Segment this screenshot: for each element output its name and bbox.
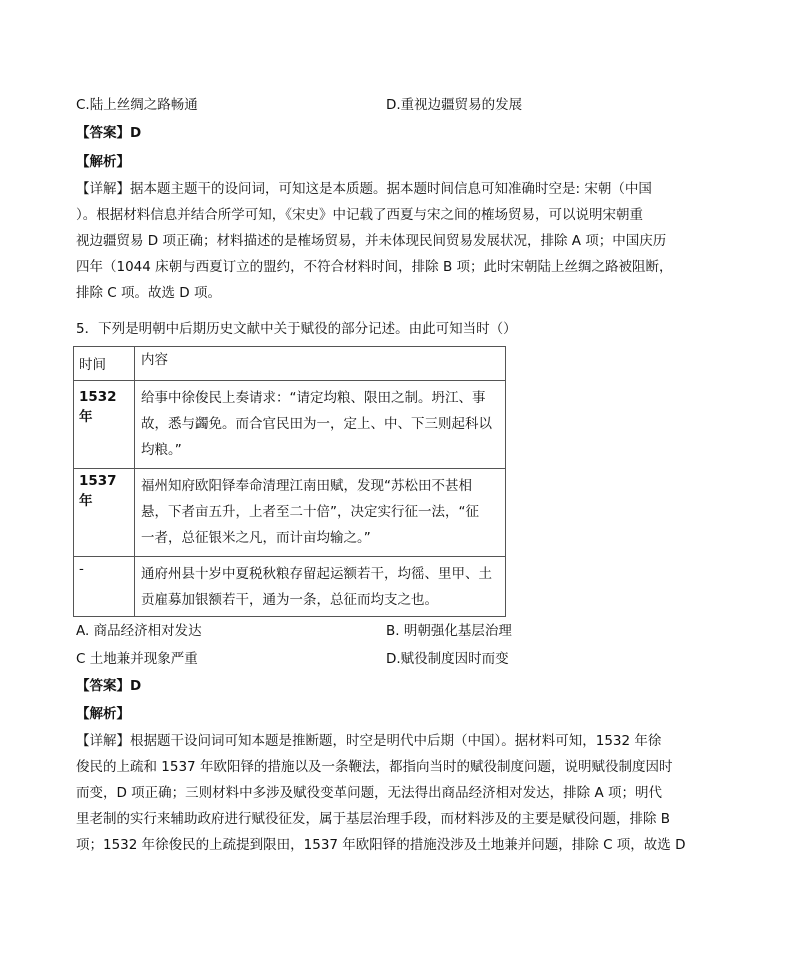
q5-explanation-line: 俊民的上疏和 1537 年欧阳铎的措施以及一条鞭法，都指向当时的赋役制度问题，说明赋役制度因时	[76, 759, 673, 775]
option-c-top: C.陆上丝绸之路畅通	[76, 97, 198, 113]
q5-explanation-line: 项；1532 年徐俊民的上疏提到限田，1537 年欧阳铎的措施没涉及土地兼并问题，排除 C 项，故选 D	[76, 837, 686, 853]
row-content	[135, 469, 506, 557]
q4-explanation	[76, 176, 673, 306]
q5-option-b: B. 明朝强化基层治理	[386, 623, 512, 639]
q5-explanation-line: 而变，D 项正确；三则材料中多涉及赋役变革问题，无法得出商品经济相对发达，排除 A 项；明代	[76, 785, 663, 801]
table-row	[74, 557, 506, 617]
q5-explanation-line: 里老制的实行来辅助政府进行赋役征发，属于基层治理手段，而材料涉及的主要是赋役问题，排除 B	[76, 811, 671, 827]
q5-option-d: D.赋役制度因时而变	[386, 651, 509, 667]
q4-explanation-line: 【详解】据本题主题干的设问词，可知这是本质题。据本题时间信息可知准确时空是: 宋朝（中国	[76, 181, 652, 197]
row-year: -	[74, 557, 135, 617]
q5-answer: 【答案】D	[76, 678, 142, 694]
row-content-line: 给事中徐俊民上奏请求：“请定均粮、限田之制。坍江、事	[141, 390, 486, 406]
row-content	[135, 381, 506, 469]
q4-explanation-line: 四年（1044 床朝与西夏订立的盟约，不符合材料时间，排除 B 项；此时宋朝陆上丝绸之路被阻断，	[76, 259, 673, 275]
row-content-line: 故，悉与蠲免。而合官民田为一，定上、中、下三则起科以	[141, 416, 492, 432]
header-time: 时间	[74, 347, 135, 381]
q4-explanation-line: 视边疆贸易 D 项正确；材料描述的是榷场贸易，并未体现民间贸易发展状况，排除 A 项；中国庆历	[76, 233, 667, 249]
row-year: 1532 年	[74, 381, 135, 469]
q4-analysis-label: 【解析】	[76, 154, 130, 170]
row-year: 1537 年	[74, 469, 135, 557]
q4-explanation-line: ）。根据材料信息并结合所学可知，《宋史》中记载了西夏与宋之间的榷场贸易，可以说明宋朝重	[76, 207, 643, 223]
q5-explanation-line: 【详解】根据题干设问词可知本题是推断题，时空是明代中后期（中国）。据材料可知，1532 年徐	[76, 733, 662, 749]
table-row	[74, 469, 506, 557]
q4-explanation-line: 排除 C 项。故选 D 项。	[76, 285, 221, 301]
q5-analysis-label: 【解析】	[76, 706, 130, 722]
q5-option-a: A. 商品经济相对发达	[76, 623, 202, 639]
row-content-line: 悬，下者亩五升，上者至二十倍”，决定实行征一法，“征	[141, 504, 479, 520]
q5-material-table	[73, 346, 506, 617]
option-d-top: D.重视边疆贸易的发展	[386, 97, 523, 113]
q4-answer: 【答案】D	[76, 125, 142, 141]
row-content-line: 福州知府欧阳铎奉命清理江南田赋，发现“苏松田不甚相	[141, 478, 472, 494]
q5-stem: 5．下列是明朝中后期历史文献中关于赋役的部分记述。由此可知当时（）	[76, 321, 517, 337]
row-content-line: 均粮。”	[141, 442, 182, 458]
row-content-line: 一者，总征银米之凡，而计亩均输之。”	[141, 530, 371, 546]
q5-explanation	[76, 728, 686, 858]
table-header-row	[74, 347, 506, 381]
header-content: 内容	[135, 347, 506, 381]
row-content-line: 通府州县十岁中夏税秋粮存留起运额若干，均徭、里甲、土	[141, 566, 492, 582]
row-content-line: 贡雇募加银额若干，通为一条，总征而均支之也。	[141, 592, 438, 608]
q5-option-c: C 土地兼并现象严重	[76, 651, 198, 667]
row-content	[135, 557, 506, 617]
table-row	[74, 381, 506, 469]
